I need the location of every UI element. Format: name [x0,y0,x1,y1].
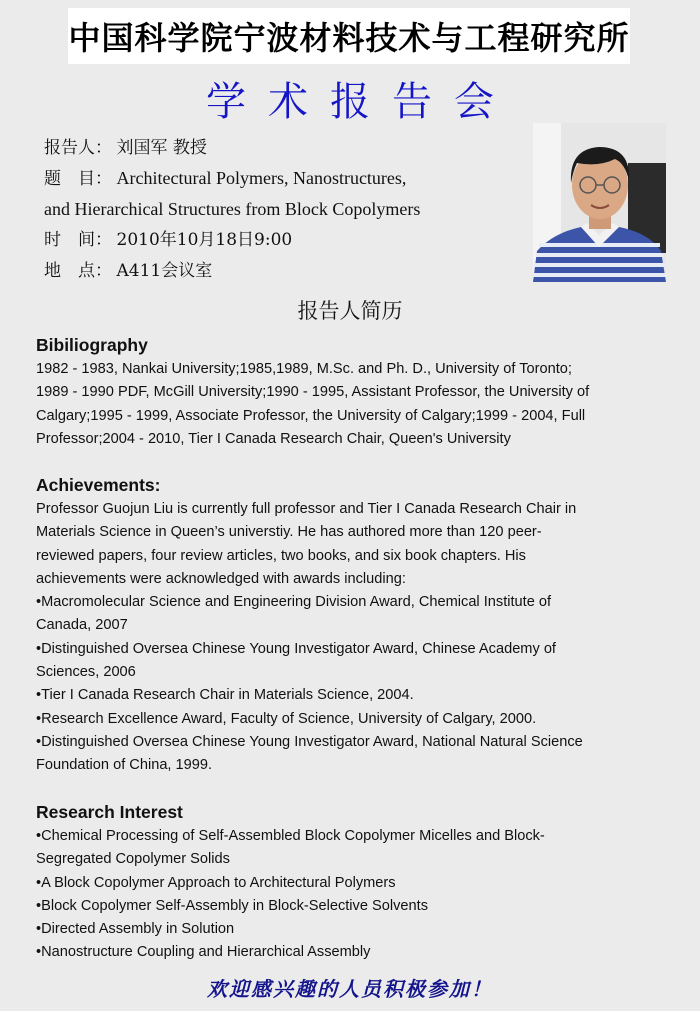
time-value: 2010年10月18日9:00 [116,230,293,250]
research-line: •Chemical Processing of Self-Assembled Block Copolymer Micelles and Block- [36,828,545,844]
speaker-portrait-icon [533,123,666,282]
achievements-line: •Distinguished Oversea Chinese Young Investigator Award, National Natural Science [36,733,583,750]
research-line: •Directed Assembly in Solution [36,921,235,938]
bibliography-line: Calgary;1995 - 1999, Associate Professor, the University of Calgary;1999 - 2004, Full [36,407,586,424]
research-heading: Research Interest [36,802,183,822]
bio-title: 报告人简历 [297,299,403,323]
bibliography-heading: Bibiliography [36,335,148,355]
research-line: •Block Copolymer Self-Assembly in Block-Selective Solvents [36,897,428,914]
achievements-line: Foundation of China, 1999. [36,757,213,774]
speaker-photo [533,123,666,282]
bibliography-line: 1982 - 1983, Nankai University;1985,1989, M.Sc. and Ph. D., University of Toronto; [36,361,572,377]
event-title: 学术报告会 [206,79,516,125]
institute-banner: 中国科学院宁波材料技术与工程研究所 [68,8,630,64]
place-row [44,255,524,286]
speaker-row [44,132,524,163]
time-row [44,224,524,255]
achievements-line: •Distinguished Oversea Chinese Young Investigator Award, Chinese Academy of [36,640,556,657]
research-line: Segregated Copolymer Solids [36,851,230,868]
welcome-footer: 欢迎感兴趣的人员积极参加！ [207,977,493,1001]
achievements-line: achievements were acknowledged with awards including: [36,570,406,587]
achievements-line: Canada, 2007 [36,617,128,634]
achievements-line: reviewed papers, four review articles, two books, and six book chapters. His [36,547,526,564]
research-text [36,825,668,965]
achievements-line: Materials Science in Queen’s universtiy. He has authored more than 120 peer- [36,524,542,541]
achievements-line: Professor Guojun Liu is currently full professor and Tier I Canada Research Chair in [36,501,577,517]
topic-line-1: Architectural Polymers, Nanostructures, [116,168,407,188]
topic-label: 题 目： [44,169,112,189]
speaker-label: 报告人： [44,138,112,158]
topic-row [44,163,524,194]
time-label: 时 间： [44,230,112,250]
research-line: •A Block Copolymer Approach to Architectural Polymers [36,874,396,891]
achievements-line: •Research Excellence Award, Faculty of Science, University of Calgary, 2000. [36,710,537,727]
topic-line-2: and Hierarchical Structures from Block Copolymers [44,199,421,219]
research-line: •Nanostructure Coupling and Hierarchical Assembly [36,944,371,961]
bibliography-line: 1989 - 1990 PDF, McGill University;1990 - 1995, Assistant Professor, the University of [36,384,590,401]
place-value: A411会议室 [116,261,213,281]
achievements-line: •Macromolecular Science and Engineering Division Award, Chemical Institute of [36,594,552,611]
achievements-text [36,498,668,778]
achievements-heading: Achievements: [36,475,161,495]
event-info [44,132,524,286]
achievements-line: Sciences, 2006 [36,664,136,681]
bibliography-text [36,358,668,451]
place-label: 地 点： [44,261,112,281]
achievements-line: •Tier I Canada Research Chair in Materials Science, 2004. [36,687,414,704]
bibliography-line: Professor;2004 - 2010, Tier I Canada Research Chair, Queen's University [36,430,511,447]
speaker-value: 刘国军 教授 [116,138,207,158]
